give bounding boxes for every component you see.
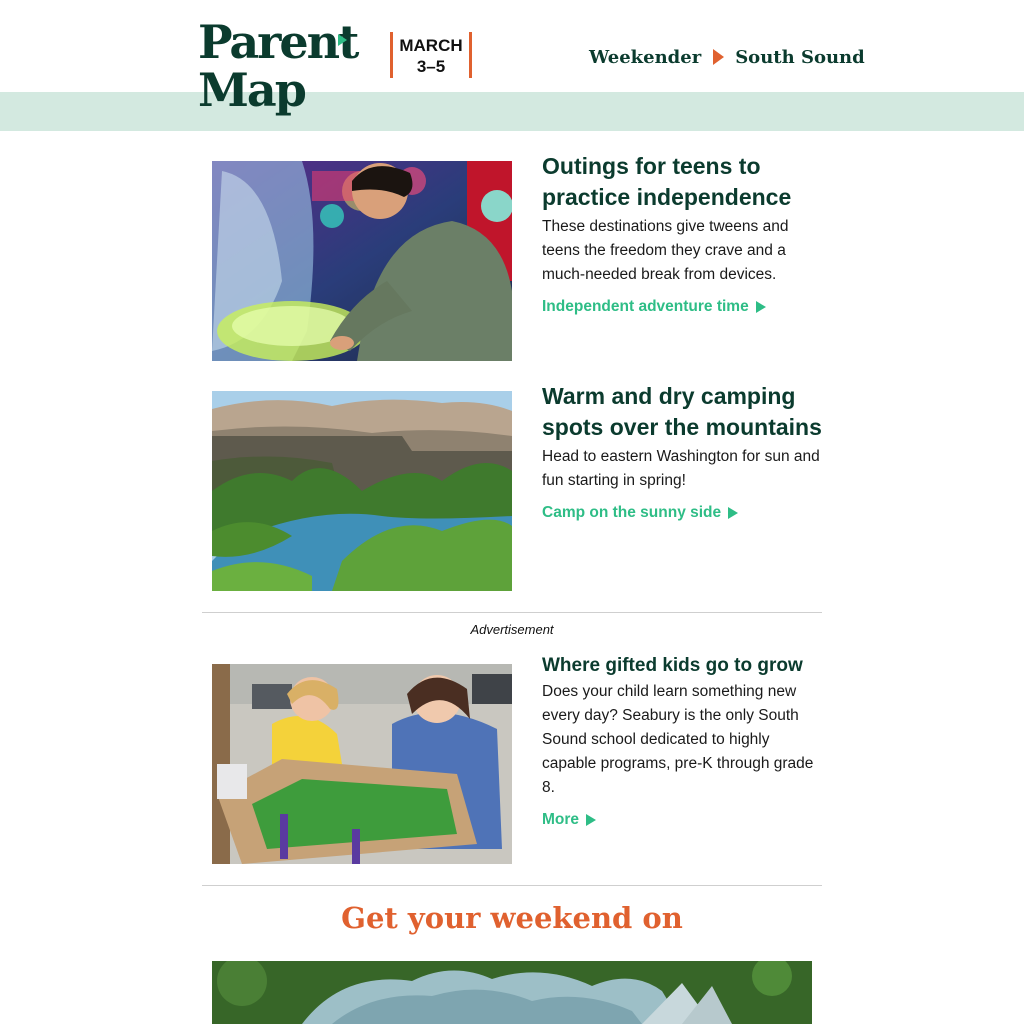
river-canyon-photo[interactable]	[212, 391, 512, 591]
article-title[interactable]: Outings for teens to practice independence	[542, 153, 792, 210]
play-arrow-icon	[586, 814, 596, 826]
breadcrumb-arrow-icon	[713, 49, 724, 65]
link-label: More	[542, 811, 580, 828]
breadcrumb-south-sound[interactable]: South Sound	[735, 46, 865, 68]
link-label: Camp on the sunny side	[542, 504, 722, 521]
parentmap-logo[interactable]	[198, 14, 368, 124]
breadcrumb-weekender[interactable]: Weekender	[589, 46, 702, 68]
logo-play-icon	[338, 34, 347, 46]
section-heading: Get your weekend on	[341, 901, 683, 935]
logo-line-1: Parent	[198, 15, 358, 69]
divider	[202, 612, 822, 613]
ad-text	[542, 654, 822, 829]
logo-line-2: Map	[198, 63, 305, 117]
advertisement-label: Advertisement	[470, 622, 554, 637]
play-arrow-icon	[728, 507, 738, 519]
boy-arcade-photo[interactable]	[212, 161, 512, 361]
article-body: These destinations give tweens and teens the freedom they crave and a much-needed break from devices.	[542, 218, 789, 283]
divider	[202, 885, 822, 886]
play-arrow-icon	[756, 301, 766, 313]
dragon-sculpture-photo[interactable]	[212, 961, 812, 1024]
article-text	[542, 151, 822, 316]
independent-adventure-link[interactable]	[542, 298, 766, 316]
article-title[interactable]: Warm and dry camping spots over the mountains	[542, 383, 822, 440]
link-label: Independent adventure time	[542, 298, 749, 315]
girls-cardboard-project-photo[interactable]	[212, 664, 512, 864]
breadcrumb	[589, 44, 865, 70]
ad-title[interactable]: Where gifted kids go to grow	[542, 655, 803, 676]
article-text	[542, 381, 822, 522]
date-month: MARCH	[399, 36, 463, 55]
camp-sunny-side-link[interactable]	[542, 504, 738, 522]
date-days: 3–5	[416, 57, 446, 76]
date-range-box	[390, 32, 472, 78]
header-band	[0, 92, 1024, 131]
article-body: Head to eastern Washington for sun and fun starting in spring!	[542, 448, 820, 489]
more-link[interactable]	[542, 811, 596, 829]
ad-body: Does your child learn something new every day? Seabury is the only South Sound school dedicated to highly capable programs, pre-K through grade 8.	[542, 683, 814, 796]
